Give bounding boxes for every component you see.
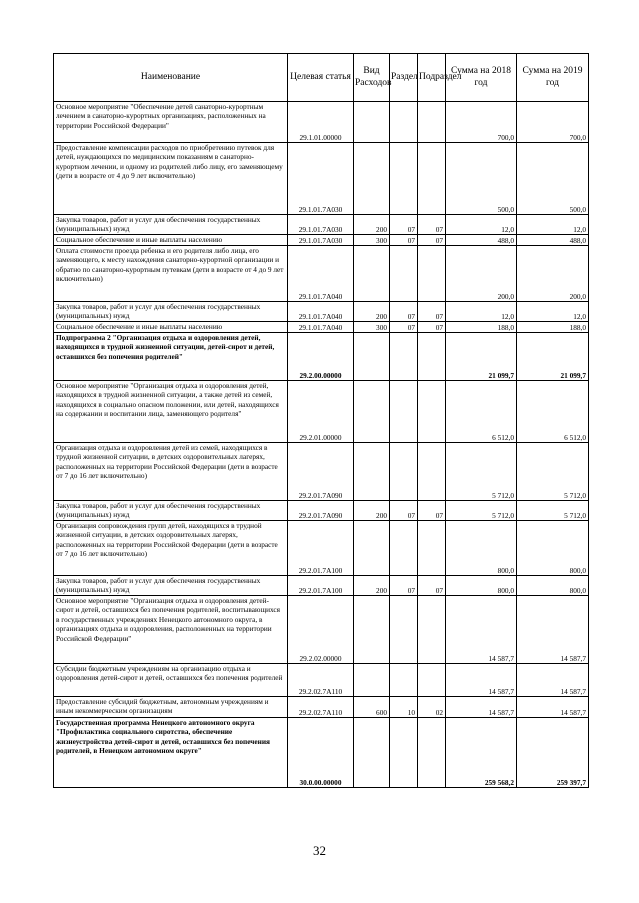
row-expense-type <box>354 381 390 443</box>
header-section: Раздел <box>390 54 418 102</box>
row-sum-2019: 800,0 <box>517 576 589 596</box>
row-target-article: 29.1.01.7А040 <box>288 246 354 302</box>
row-subsection: 07 <box>418 215 446 235</box>
row-sum-2018: 488,0 <box>446 235 517 246</box>
row-name: Предоставление компенсации расходов по приобретению путевок для детей, нуждающихся по медицинским показаниям в санаторно-курортном лечении, и одному из родителей либо лицу, его заменяющему (дети в возрасте от 4 до 9 лет включительно) <box>54 143 288 215</box>
row-subsection: 02 <box>418 697 446 718</box>
header-sum-2019: Сумма на 2019 год <box>517 54 589 102</box>
row-section <box>390 718 418 788</box>
table-row <box>54 102 589 143</box>
row-subsection: 07 <box>418 576 446 596</box>
row-subsection <box>418 718 446 788</box>
row-section: 07 <box>390 501 418 521</box>
row-subsection <box>418 664 446 697</box>
row-name: Основное мероприятие "Обеспечение детей санаторно-курортным лечением в санаторно-курортных организациях, расположенных на территории Российской Федерации" <box>54 102 288 143</box>
row-sum-2019: 488,0 <box>517 235 589 246</box>
row-section <box>390 333 418 381</box>
row-target-article: 29.1.01.7А030 <box>288 235 354 246</box>
table-row <box>54 596 589 664</box>
row-sum-2019: 200,0 <box>517 246 589 302</box>
row-target-article: 29.2.02.00000 <box>288 596 354 664</box>
row-sum-2019: 14 587,7 <box>517 596 589 664</box>
row-section <box>390 381 418 443</box>
table-row <box>54 381 589 443</box>
row-sum-2019: 5 712,0 <box>517 443 589 501</box>
table-row <box>54 215 589 235</box>
row-target-article: 29.2.02.7А110 <box>288 697 354 718</box>
row-sum-2019: 14 587,7 <box>517 664 589 697</box>
row-name: Закупка товаров, работ и услуг для обеспечения государственных (муниципальных) нужд <box>54 215 288 235</box>
row-expense-type <box>354 596 390 664</box>
row-expense-type: 600 <box>354 697 390 718</box>
row-name: Организация отдыха и оздоровления детей из семей, находящихся в трудной жизненной ситуации, в детских оздоровительных лагерях, расположенных на территории Российской Федерации (дети в возрасте от 7 до 16 лет включительно) <box>54 443 288 501</box>
row-name: Закупка товаров, работ и услуг для обеспечения государственных (муниципальных) нужд <box>54 501 288 521</box>
row-name: Основное мероприятие "Организация отдыха и оздоровления детей, находящихся в трудной жизненной ситуации, а также детей из семей, находящихся в социально опасном положении, или детей, находящихся на содержании и воспитании лица, заменяющего родителя" <box>54 381 288 443</box>
row-sum-2019: 12,0 <box>517 302 589 322</box>
budget-table <box>53 53 589 788</box>
table-header-row <box>54 54 589 102</box>
row-section <box>390 246 418 302</box>
row-sum-2019: 14 587,7 <box>517 697 589 718</box>
row-name: Государственная программа Ненецкого автономного округа "Профилактика социального сиротства, обеспечение жизнеустройства детей-сирот и детей, оставшихся без попечения родителей, в Ненецком автономном округе" <box>54 718 288 788</box>
row-section: 10 <box>390 697 418 718</box>
row-expense-type: 300 <box>354 322 390 333</box>
row-target-article: 29.2.01.00000 <box>288 381 354 443</box>
header-subsection: Подраздел <box>418 54 446 102</box>
row-subsection <box>418 246 446 302</box>
row-target-article: 30.0.00.00000 <box>288 718 354 788</box>
row-subsection: 07 <box>418 322 446 333</box>
page-number: 32 <box>313 843 326 858</box>
row-name: Социальное обеспечение и иные выплаты населению <box>54 235 288 246</box>
row-sum-2019: 700,0 <box>517 102 589 143</box>
table-row <box>54 576 589 596</box>
row-sum-2019: 259 397,7 <box>517 718 589 788</box>
row-sum-2018: 14 587,7 <box>446 596 517 664</box>
row-target-article: 29.1.01.7А030 <box>288 143 354 215</box>
row-name: Закупка товаров, работ и услуг для обеспечения государственных (муниципальных) нужд <box>54 302 288 322</box>
table-row <box>54 501 589 521</box>
row-sum-2019: 500,0 <box>517 143 589 215</box>
table-row <box>54 246 589 302</box>
row-sum-2019: 5 712,0 <box>517 501 589 521</box>
row-sum-2019: 800,0 <box>517 521 589 576</box>
row-expense-type <box>354 333 390 381</box>
row-sum-2018: 5 712,0 <box>446 501 517 521</box>
row-sum-2018: 12,0 <box>446 302 517 322</box>
row-name: Субсидии бюджетным учреждениям на организацию отдыха и оздоровления детей-сирот и детей, оставшихся без попечения родителей <box>54 664 288 697</box>
row-sum-2019: 6 512,0 <box>517 381 589 443</box>
row-section <box>390 664 418 697</box>
row-sum-2018: 12,0 <box>446 215 517 235</box>
row-subsection <box>418 333 446 381</box>
row-target-article: 29.1.01.00000 <box>288 102 354 143</box>
row-expense-type <box>354 443 390 501</box>
row-sum-2018: 14 587,7 <box>446 664 517 697</box>
table-row <box>54 718 589 788</box>
table-row <box>54 521 589 576</box>
row-sum-2018: 200,0 <box>446 246 517 302</box>
row-name: Закупка товаров, работ и услуг для обеспечения государственных (муниципальных) нужд <box>54 576 288 596</box>
row-target-article: 29.2.01.7А090 <box>288 501 354 521</box>
row-section: 07 <box>390 302 418 322</box>
row-subsection <box>418 521 446 576</box>
row-section <box>390 143 418 215</box>
row-sum-2018: 259 568,2 <box>446 718 517 788</box>
row-name: Основное мероприятие "Организация отдыха и оздоровления детей-сирот и детей, оставшихся без попечения родителей, воспитывающихся в государственных учреждениях Ненецкого автономного округа, в организациях отдыха и оздоровления, расположенных на территории Российской Федерации" <box>54 596 288 664</box>
row-section: 07 <box>390 235 418 246</box>
table-row <box>54 333 589 381</box>
header-target-article: Целевая статья <box>288 54 354 102</box>
row-name: Социальное обеспечение и иные выплаты населению <box>54 322 288 333</box>
row-expense-type <box>354 246 390 302</box>
row-section: 07 <box>390 215 418 235</box>
row-sum-2019: 21 099,7 <box>517 333 589 381</box>
row-expense-type: 200 <box>354 215 390 235</box>
row-expense-type <box>354 664 390 697</box>
row-section <box>390 596 418 664</box>
row-section <box>390 443 418 501</box>
row-subsection: 07 <box>418 302 446 322</box>
row-section <box>390 102 418 143</box>
row-expense-type: 200 <box>354 576 390 596</box>
row-sum-2018: 21 099,7 <box>446 333 517 381</box>
row-section: 07 <box>390 322 418 333</box>
row-target-article: 29.1.01.7А040 <box>288 302 354 322</box>
row-target-article: 29.2.01.7А100 <box>288 576 354 596</box>
row-subsection <box>418 596 446 664</box>
table-row <box>54 443 589 501</box>
row-name: Организация сопровождения групп детей, находящихся в трудной жизненной ситуации, в детских оздоровительных лагерях, расположенных на территории Российской Федерации (дети в возрасте от 7 до 16 лет включительно) <box>54 521 288 576</box>
table-row <box>54 143 589 215</box>
row-target-article: 29.1.01.7А040 <box>288 322 354 333</box>
row-subsection: 07 <box>418 235 446 246</box>
table-row <box>54 322 589 333</box>
header-expense-type: Вид Расходов <box>354 54 390 102</box>
row-section: 07 <box>390 576 418 596</box>
row-sum-2018: 800,0 <box>446 521 517 576</box>
row-sum-2018: 800,0 <box>446 576 517 596</box>
row-name: Оплата стоимости проезда ребенка и его родителя либо лица, его заменяющего, к месту нахождения санаторно-курортной организации и обратно по санаторно-курортным путевкам (дети в возрасте от 4 до 9 лет включительно) <box>54 246 288 302</box>
row-subsection <box>418 143 446 215</box>
row-subsection <box>418 381 446 443</box>
row-sum-2018: 5 712,0 <box>446 443 517 501</box>
row-sum-2019: 188,0 <box>517 322 589 333</box>
row-expense-type <box>354 521 390 576</box>
row-expense-type: 200 <box>354 501 390 521</box>
row-name: Предоставление субсидий бюджетным, автономным учреждениям и иным некоммерческим организациям <box>54 697 288 718</box>
row-expense-type: 300 <box>354 235 390 246</box>
row-target-article: 29.2.01.7А090 <box>288 443 354 501</box>
row-expense-type <box>354 143 390 215</box>
row-target-article: 29.1.01.7А030 <box>288 215 354 235</box>
row-sum-2018: 14 587,7 <box>446 697 517 718</box>
header-name: Наименование <box>54 54 288 102</box>
row-target-article: 29.2.02.7А110 <box>288 664 354 697</box>
row-expense-type <box>354 102 390 143</box>
row-expense-type: 200 <box>354 302 390 322</box>
row-subsection <box>418 443 446 501</box>
row-sum-2018: 500,0 <box>446 143 517 215</box>
row-expense-type <box>354 718 390 788</box>
row-sum-2018: 6 512,0 <box>446 381 517 443</box>
row-target-article: 29.2.00.00000 <box>288 333 354 381</box>
table-row <box>54 235 589 246</box>
row-target-article: 29.2.01.7А100 <box>288 521 354 576</box>
header-sum-2018: Сумма на 2018 год <box>446 54 517 102</box>
row-sum-2018: 700,0 <box>446 102 517 143</box>
table-row <box>54 302 589 322</box>
row-name: Подпрограмма 2 "Организация отдыха и оздоровления детей, находящихся в трудной жизненной ситуации, детей-сирот и детей, оставшихся без попечения родителей" <box>54 333 288 381</box>
row-subsection <box>418 102 446 143</box>
row-sum-2018: 188,0 <box>446 322 517 333</box>
row-sum-2019: 12,0 <box>517 215 589 235</box>
row-section <box>390 521 418 576</box>
table-row <box>54 697 589 718</box>
table-row <box>54 664 589 697</box>
row-subsection: 07 <box>418 501 446 521</box>
